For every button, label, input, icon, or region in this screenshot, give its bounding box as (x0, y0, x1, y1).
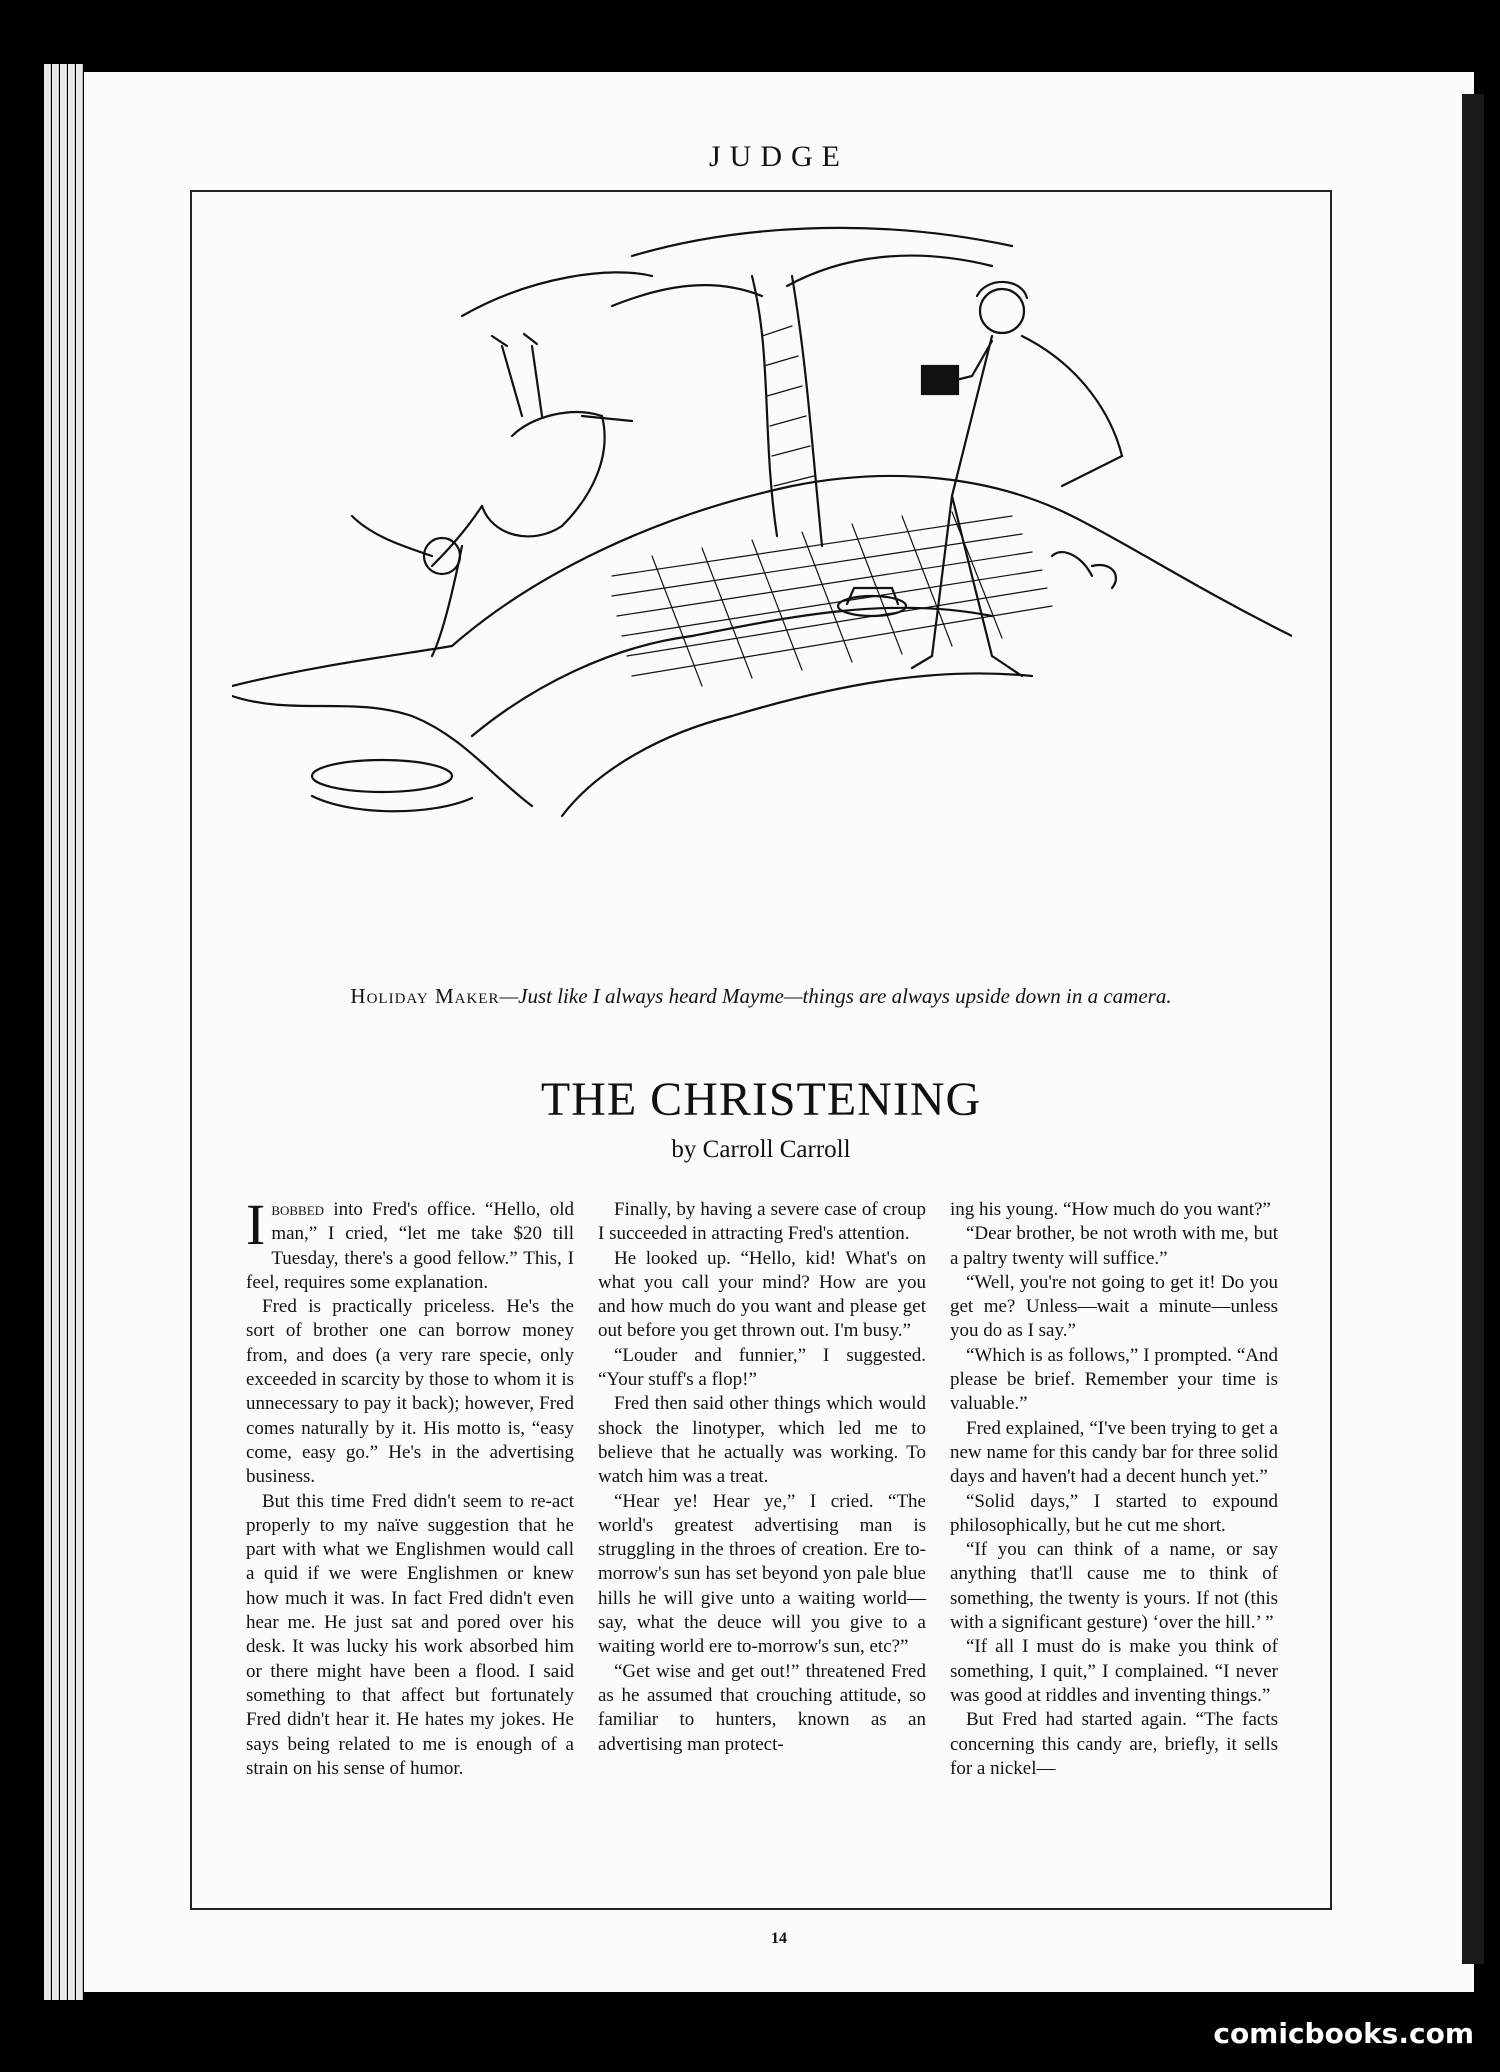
paragraph-text: into Fred's office. “Hello, old man,” I cried, “let me take $20 till Tuesday, there's a good fellow.” This, I feel, requires some explanation. (246, 1199, 574, 1293)
article-byline: by Carroll Carroll (671, 1136, 851, 1163)
drop-cap: I (246, 1192, 266, 1257)
paragraph: “Which is as follows,” I prompted. “And please be brief. Remember your time is valuable.” (950, 1344, 1278, 1415)
paragraph: “Solid days,” I started to expound philosophically, but he cut me short. (950, 1490, 1278, 1536)
caption-speaker: Holiday Maker (350, 984, 500, 1008)
magazine-header: JUDGE (709, 140, 849, 173)
paragraph: He looked up. “Hello, kid! What's on what you call your mind? How are you and how much do you want and please get out before you get thrown out. I'm busy.” (598, 1247, 926, 1342)
paragraph: Fred then said other things which would shock the linotyper, which led me to believe that he actually was working. To watch him was a treat. (598, 1393, 926, 1488)
paragraph: But this time Fred didn't seem to re-act properly to my naïve suggestion that he part with what we Englishmen would call a quid if we were Englishmen or knew how much it was. In fact Fred didn't even hear me. He just sat and pored over his desk. It was lucky his work absorbed him or there might have been a flood. I said something to that affect but fortunately Fred didn't hear it. He hates my jokes. He says being related to me is enough of a strain on his sense of humor. (246, 1490, 574, 1779)
paragraph: “Dear brother, be not wroth with me, but a paltry twenty will suffice.” (950, 1223, 1278, 1269)
page-edge (52, 64, 59, 2000)
paragraph: “Hear ye! Hear ye,” I cried. “The world's greatest advertising man is struggling in the throes of creation. Ere to-morrow's sun has set beyond yon pale blue hills he will give unto a waiting world—say, what the deuce will you give to a waiting world ere to-morrow's sun, etc?” (598, 1490, 926, 1658)
illustration-caption (192, 984, 1330, 1009)
caption-text: —Just like I always heard Mayme—things are always upside down in a camera. (499, 984, 1172, 1008)
article-column (950, 1198, 1278, 1781)
paragraph: Fred explained, “I've been trying to get a new name for this candy bar for three solid days and haven't had a decent hunch yet.” (950, 1417, 1278, 1488)
article-column (246, 1192, 574, 1781)
content-frame (190, 190, 1332, 1910)
paragraph: “If all I must do is make you think of something, I quit,” I complained. “I never was good at riddles and inventing things.” (950, 1636, 1278, 1706)
paragraph: “Get wise and get out!” threatened Fred as he assumed that crouching attitude, so familiar to hunters, known as an advertising man protect- (598, 1660, 926, 1755)
magazine-page (84, 72, 1474, 1992)
paragraph: ing his young. “How much do you want?” (950, 1199, 1271, 1220)
paragraph: “If you can think of a name, or say anything that'll cause me to think of something, the twenty is yours. If not (this with a significant gesture) ‘over the hill.’ ” (950, 1539, 1278, 1634)
paragraph: Fred is practically priceless. He's the sort of brother one can borrow money from, and does (a very rare specie, only exceeded in scarcity by those to whom it is unnecessary to pay it back); however, Fred comes naturally by it. His motto is, “easy come, easy go.” He's in the advertising business. (246, 1296, 574, 1488)
page-edge (44, 64, 51, 2000)
cartoon-illustration (232, 216, 1292, 948)
book-spine-edge (1462, 94, 1484, 1964)
page-edge (68, 64, 75, 2000)
paragraph: But Fred had started again. “The facts concerning this candy are, briefly, it sells for a nickel— (950, 1709, 1278, 1779)
page-number: 14 (771, 1930, 787, 1947)
paragraph: Finally, by having a severe case of croup I succeeded in attracting Fred's attention. (598, 1199, 926, 1245)
article-title: THE CHRISTENING (540, 1073, 982, 1126)
page-edge (60, 64, 67, 2000)
article-columns (246, 1192, 1278, 1781)
paragraph: “Well, you're not going to get it! Do you get me? Unless—wait a minute—unless you do as I say.” (950, 1271, 1278, 1342)
page-edge (76, 64, 83, 2000)
paragraph: “Louder and funnier,” I suggested. “Your stuff's a flop!” (598, 1344, 926, 1391)
site-watermark: comicbooks.com (1213, 2017, 1474, 2050)
lead-word: bobbed (271, 1199, 325, 1220)
page-stack (44, 64, 1484, 2000)
article-column (598, 1198, 926, 1781)
paragraph (246, 1192, 574, 1295)
